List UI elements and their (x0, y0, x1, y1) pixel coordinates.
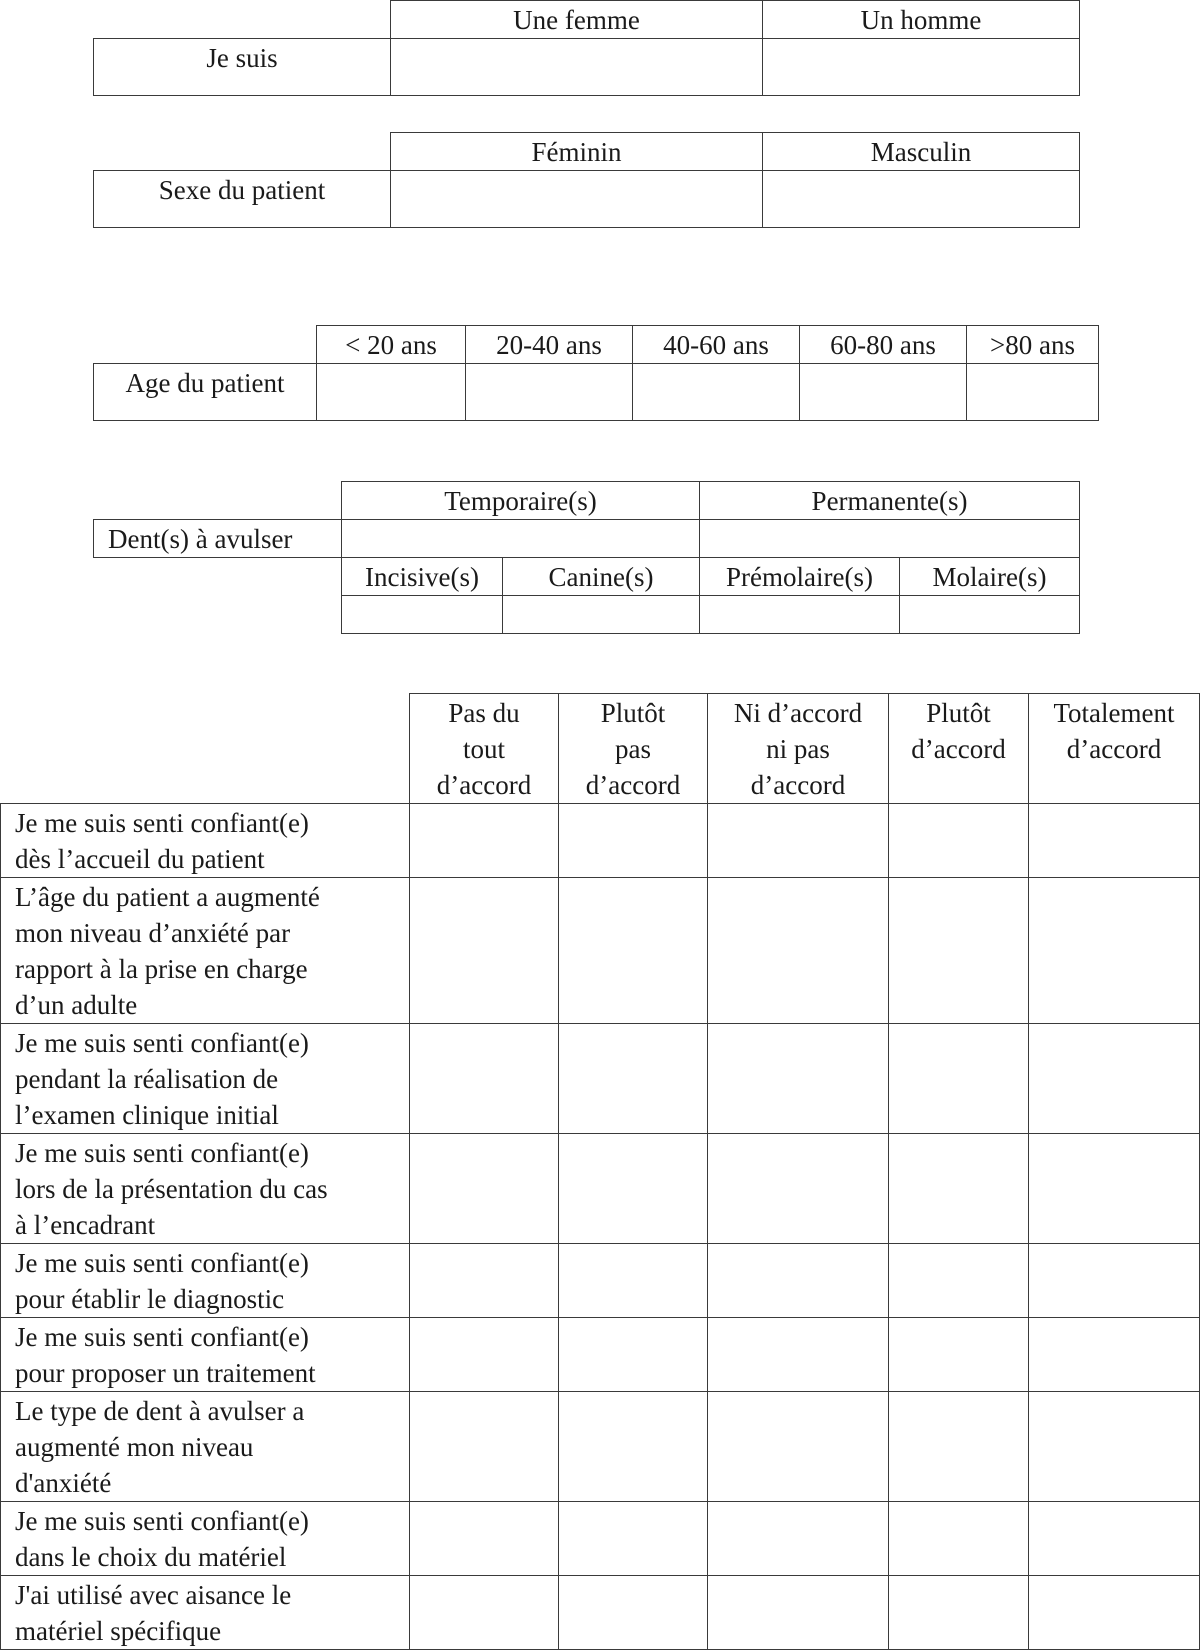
likert-response-cell[interactable] (410, 1318, 559, 1392)
empty-corner (94, 326, 317, 364)
empty-corner (1, 694, 410, 804)
likert-statement: J'ai utilisé avec aisance le matériel spécifique (1, 1576, 410, 1650)
tooth-type-header: Molaire(s) (900, 558, 1080, 596)
tooth-type-checkbox-cell[interactable] (900, 596, 1080, 634)
patient-age-table (93, 325, 1099, 421)
likert-scale-header: Plutôt pas d’accord (559, 694, 708, 804)
likert-statement: Je me suis senti confiant(e) dès l’accueil du patient (1, 804, 410, 878)
age-option-header: 20-40 ans (466, 326, 633, 364)
likert-response-cell[interactable] (708, 1024, 889, 1134)
empty-corner (94, 596, 342, 634)
teeth-group-permanent-header: Permanente(s) (700, 482, 1080, 520)
likert-response-cell[interactable] (1029, 1576, 1200, 1650)
likert-response-cell[interactable] (410, 804, 559, 878)
age-checkbox-cell[interactable] (466, 364, 633, 421)
likert-response-cell[interactable] (708, 804, 889, 878)
likert-statement: Je me suis senti confiant(e) pour proposer un traitement (1, 1318, 410, 1392)
likert-response-cell[interactable] (889, 1024, 1029, 1134)
sex-option-masculine-header: Masculin (763, 133, 1080, 171)
likert-response-cell[interactable] (410, 1576, 559, 1650)
likert-scale-header: Totalement d’accord (1029, 694, 1200, 804)
likert-response-cell[interactable] (410, 1134, 559, 1244)
likert-response-cell[interactable] (410, 1502, 559, 1576)
age-checkbox-cell[interactable] (967, 364, 1099, 421)
likert-response-cell[interactable] (889, 804, 1029, 878)
age-checkbox-cell[interactable] (800, 364, 967, 421)
tooth-type-checkbox-cell[interactable] (342, 596, 503, 634)
likert-statement: Je me suis senti confiant(e) pendant la réalisation de l’examen clinique initial (1, 1024, 410, 1134)
likert-response-cell[interactable] (1029, 1244, 1200, 1318)
tooth-type-header: Incisive(s) (342, 558, 503, 596)
likert-row (1, 1134, 1200, 1244)
likert-response-cell[interactable] (1029, 1134, 1200, 1244)
likert-response-cell[interactable] (559, 1134, 708, 1244)
likert-response-cell[interactable] (708, 1134, 889, 1244)
likert-response-cell[interactable] (889, 1244, 1029, 1318)
likert-response-cell[interactable] (559, 1318, 708, 1392)
likert-response-cell[interactable] (1029, 1502, 1200, 1576)
gender-female-checkbox-cell[interactable] (391, 39, 763, 96)
likert-statement: L’âge du patient a augmenté mon niveau d’anxiété par rapport à la prise en charge d’un adulte (1, 878, 410, 1024)
likert-scale-header: Plutôt d’accord (889, 694, 1029, 804)
likert-row (1, 1244, 1200, 1318)
teeth-permanent-checkbox-cell[interactable] (700, 520, 1080, 558)
likert-response-cell[interactable] (889, 1392, 1029, 1502)
likert-response-cell[interactable] (708, 1318, 889, 1392)
likert-response-cell[interactable] (559, 878, 708, 1024)
likert-response-cell[interactable] (708, 1392, 889, 1502)
likert-row (1, 878, 1200, 1024)
gender-option-female-header: Une femme (391, 1, 763, 39)
gender-label: Je suis (94, 39, 391, 96)
tooth-type-checkbox-cell[interactable] (503, 596, 700, 634)
likert-response-cell[interactable] (708, 1502, 889, 1576)
likert-statement: Je me suis senti confiant(e) lors de la présentation du cas à l’encadrant (1, 1134, 410, 1244)
likert-response-cell[interactable] (708, 1576, 889, 1650)
teeth-table (93, 481, 1080, 634)
gender-table (93, 0, 1080, 96)
likert-response-cell[interactable] (1029, 1392, 1200, 1502)
likert-response-cell[interactable] (1029, 1024, 1200, 1134)
gender-male-checkbox-cell[interactable] (763, 39, 1080, 96)
likert-response-cell[interactable] (559, 1024, 708, 1134)
sex-feminine-checkbox-cell[interactable] (391, 171, 763, 228)
likert-row (1, 1024, 1200, 1134)
likert-response-cell[interactable] (559, 1244, 708, 1318)
likert-response-cell[interactable] (889, 1576, 1029, 1650)
likert-response-cell[interactable] (889, 1502, 1029, 1576)
age-checkbox-cell[interactable] (633, 364, 800, 421)
age-option-header: 40-60 ans (633, 326, 800, 364)
likert-response-cell[interactable] (559, 1392, 708, 1502)
likert-row (1, 1318, 1200, 1392)
patient-age-label: Age du patient (94, 364, 317, 421)
patient-sex-table (93, 132, 1080, 228)
likert-response-cell[interactable] (889, 1318, 1029, 1392)
likert-scale-header: Ni d’accord ni pas d’accord (708, 694, 889, 804)
sex-masculine-checkbox-cell[interactable] (763, 171, 1080, 228)
likert-statement: Je me suis senti confiant(e) dans le choix du matériel (1, 1502, 410, 1576)
age-option-header: 60-80 ans (800, 326, 967, 364)
sex-option-feminine-header: Féminin (391, 133, 763, 171)
likert-response-cell[interactable] (410, 1024, 559, 1134)
teeth-group-temporary-header: Temporaire(s) (342, 482, 700, 520)
tooth-type-checkbox-cell[interactable] (700, 596, 900, 634)
tooth-type-header: Prémolaire(s) (700, 558, 900, 596)
empty-corner (94, 482, 342, 520)
empty-corner (94, 558, 342, 596)
likert-response-cell[interactable] (1029, 804, 1200, 878)
likert-response-cell[interactable] (410, 1392, 559, 1502)
tooth-type-header: Canine(s) (503, 558, 700, 596)
gender-option-male-header: Un homme (763, 1, 1080, 39)
likert-response-cell[interactable] (559, 1502, 708, 1576)
teeth-temporary-checkbox-cell[interactable] (342, 520, 700, 558)
likert-row (1, 804, 1200, 878)
likert-response-cell[interactable] (708, 1244, 889, 1318)
likert-response-cell[interactable] (410, 1244, 559, 1318)
age-checkbox-cell[interactable] (317, 364, 466, 421)
likert-statement: Je me suis senti confiant(e) pour établir le diagnostic (1, 1244, 410, 1318)
likert-response-cell[interactable] (410, 878, 559, 1024)
likert-row (1, 1502, 1200, 1576)
age-option-header: < 20 ans (317, 326, 466, 364)
likert-response-cell[interactable] (1029, 878, 1200, 1024)
teeth-label: Dent(s) à avulser (94, 520, 342, 558)
age-option-header: >80 ans (967, 326, 1099, 364)
empty-corner (94, 133, 391, 171)
likert-table (0, 693, 1200, 1650)
patient-sex-label: Sexe du patient (94, 171, 391, 228)
likert-response-cell[interactable] (708, 878, 889, 1024)
likert-response-cell[interactable] (559, 1576, 708, 1650)
likert-response-cell[interactable] (889, 878, 1029, 1024)
likert-row (1, 1392, 1200, 1502)
likert-row (1, 1576, 1200, 1650)
likert-scale-header: Pas du tout d’accord (410, 694, 559, 804)
likert-response-cell[interactable] (559, 804, 708, 878)
likert-statement: Le type de dent à avulser a augmenté mon niveau d'anxiété (1, 1392, 410, 1502)
empty-corner (94, 1, 391, 39)
likert-response-cell[interactable] (889, 1134, 1029, 1244)
likert-response-cell[interactable] (1029, 1318, 1200, 1392)
